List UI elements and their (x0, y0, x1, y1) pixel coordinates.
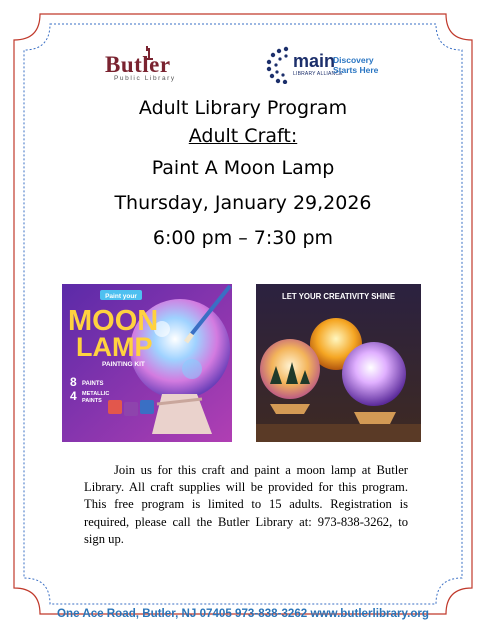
butler-logo-subtitle: Public Library (114, 75, 176, 82)
library-contact-footer: One Ace Road, Butler, NJ 07405 973-838-3262 www.butlerlibrary.org (56, 607, 429, 620)
event-date: Thursday, January 29,2026 (114, 192, 372, 214)
event-time: 6:00 pm – 7:30 pm (152, 227, 334, 249)
butler-library-logo (98, 46, 186, 88)
main-logo-name: main (293, 51, 336, 71)
kit-feature-2a: METALLIC (82, 391, 110, 397)
craft-category: Adult Craft: (188, 125, 298, 147)
kit-feature-2b: PAINTS (82, 398, 102, 404)
dots-arc-icon (266, 46, 294, 84)
moon-lamps-photo (256, 284, 421, 442)
butler-logo-name: Butler (105, 52, 171, 77)
main-logo-subtitle: LIBRARY ALLIANCE (293, 71, 343, 77)
kit-feature-2-num: 4 (70, 389, 77, 403)
kit-badge: Paint your (105, 293, 137, 300)
event-description: Join us for this craft and paint a moon lamp at Butler Library. All craft supplies will be provided for this program. This free program is limited to 15 adults. Registration is required, please call the Butler Library at: 973-838-3262, to sign up. (84, 463, 408, 546)
kit-feature-1-num: 8 (70, 375, 77, 389)
kit-title-moon: MOON (68, 305, 159, 337)
program-title: Adult Library Program (138, 97, 348, 119)
tagline-line-1: Discovery (333, 55, 374, 65)
main-logo-tagline (333, 55, 378, 75)
main-library-alliance-logo (266, 44, 396, 86)
event-name: Paint A Moon Lamp (151, 157, 335, 179)
kit-subtitle: PAINTING KIT (102, 361, 145, 368)
moon-lamp-kit-image (62, 284, 232, 442)
kit-feature-1: PAINTS (82, 381, 104, 387)
lamps-caption: LET YOUR CREATIVITY SHINE (281, 292, 396, 301)
kit-title-lamp: LAMP (76, 332, 153, 362)
tagline-line-2: Starts Here (333, 65, 379, 75)
